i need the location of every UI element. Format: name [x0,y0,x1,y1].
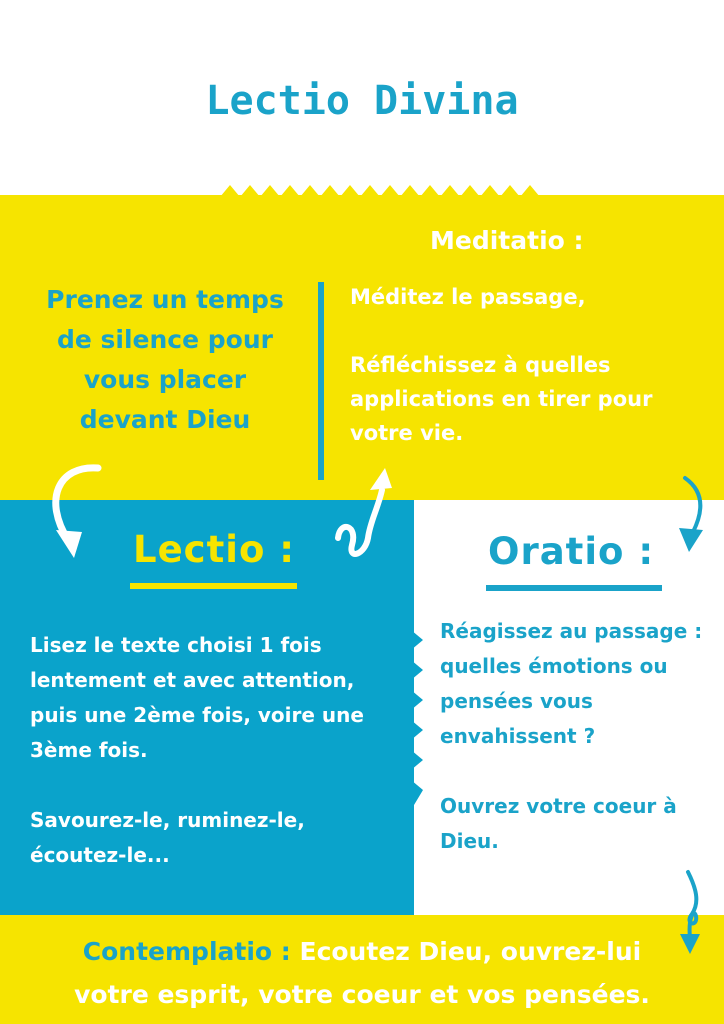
lectio-underline [130,583,297,589]
curved-arrow-down-icon [38,460,108,570]
lectio-title: Lectio : [133,528,296,571]
curly-arrow-down-icon [670,868,715,963]
contemplatio-line1: Ecoutez Dieu, ouvrez-lui [290,937,642,966]
lectio-paragraph: Lisez le texte choisi 1 fois lentement et avec attention, puis une 2ème fois, voire une 3ème fois. [30,633,364,762]
meditatio-paragraph: Réfléchissez à quelles applications en tirer pour votre vie. [350,353,653,445]
oratio-paragraph: Réagissez au passage : quelles émotions ou pensées vous envahissent ? [440,619,703,748]
contemplatio-line2: votre esprit, votre coeur et vos pensées. [74,980,650,1009]
intro-line: vous placer [83,365,247,394]
oratio-text [440,614,710,894]
lectio-text [30,628,400,908]
zigzag-border [220,183,540,197]
oratio-title: Oratio : [488,530,655,573]
meditatio-text [350,280,710,484]
vertical-divider [318,282,324,480]
lectio-paragraph: Savourez-le, ruminez-le, écoutez-le... [30,808,305,867]
meditatio-title: Meditatio : [430,226,584,255]
intro-line: de silence pour [56,325,273,354]
intro-text [20,280,310,440]
curved-arrow-right-down-icon [665,472,715,562]
page-title: Lectio Divina [205,78,519,124]
oratio-paragraph: Ouvrez votre coeur à Dieu. [440,794,677,853]
contemplatio-label: Contemplatio : [82,937,291,966]
meditatio-paragraph: Méditez le passage, [350,285,586,309]
squiggle-arrow-up-icon [330,460,410,570]
contemplatio-text [20,930,704,1016]
oratio-underline [486,585,662,591]
intro-line: devant Dieu [79,405,251,434]
intro-line: Prenez un temps [46,285,284,314]
